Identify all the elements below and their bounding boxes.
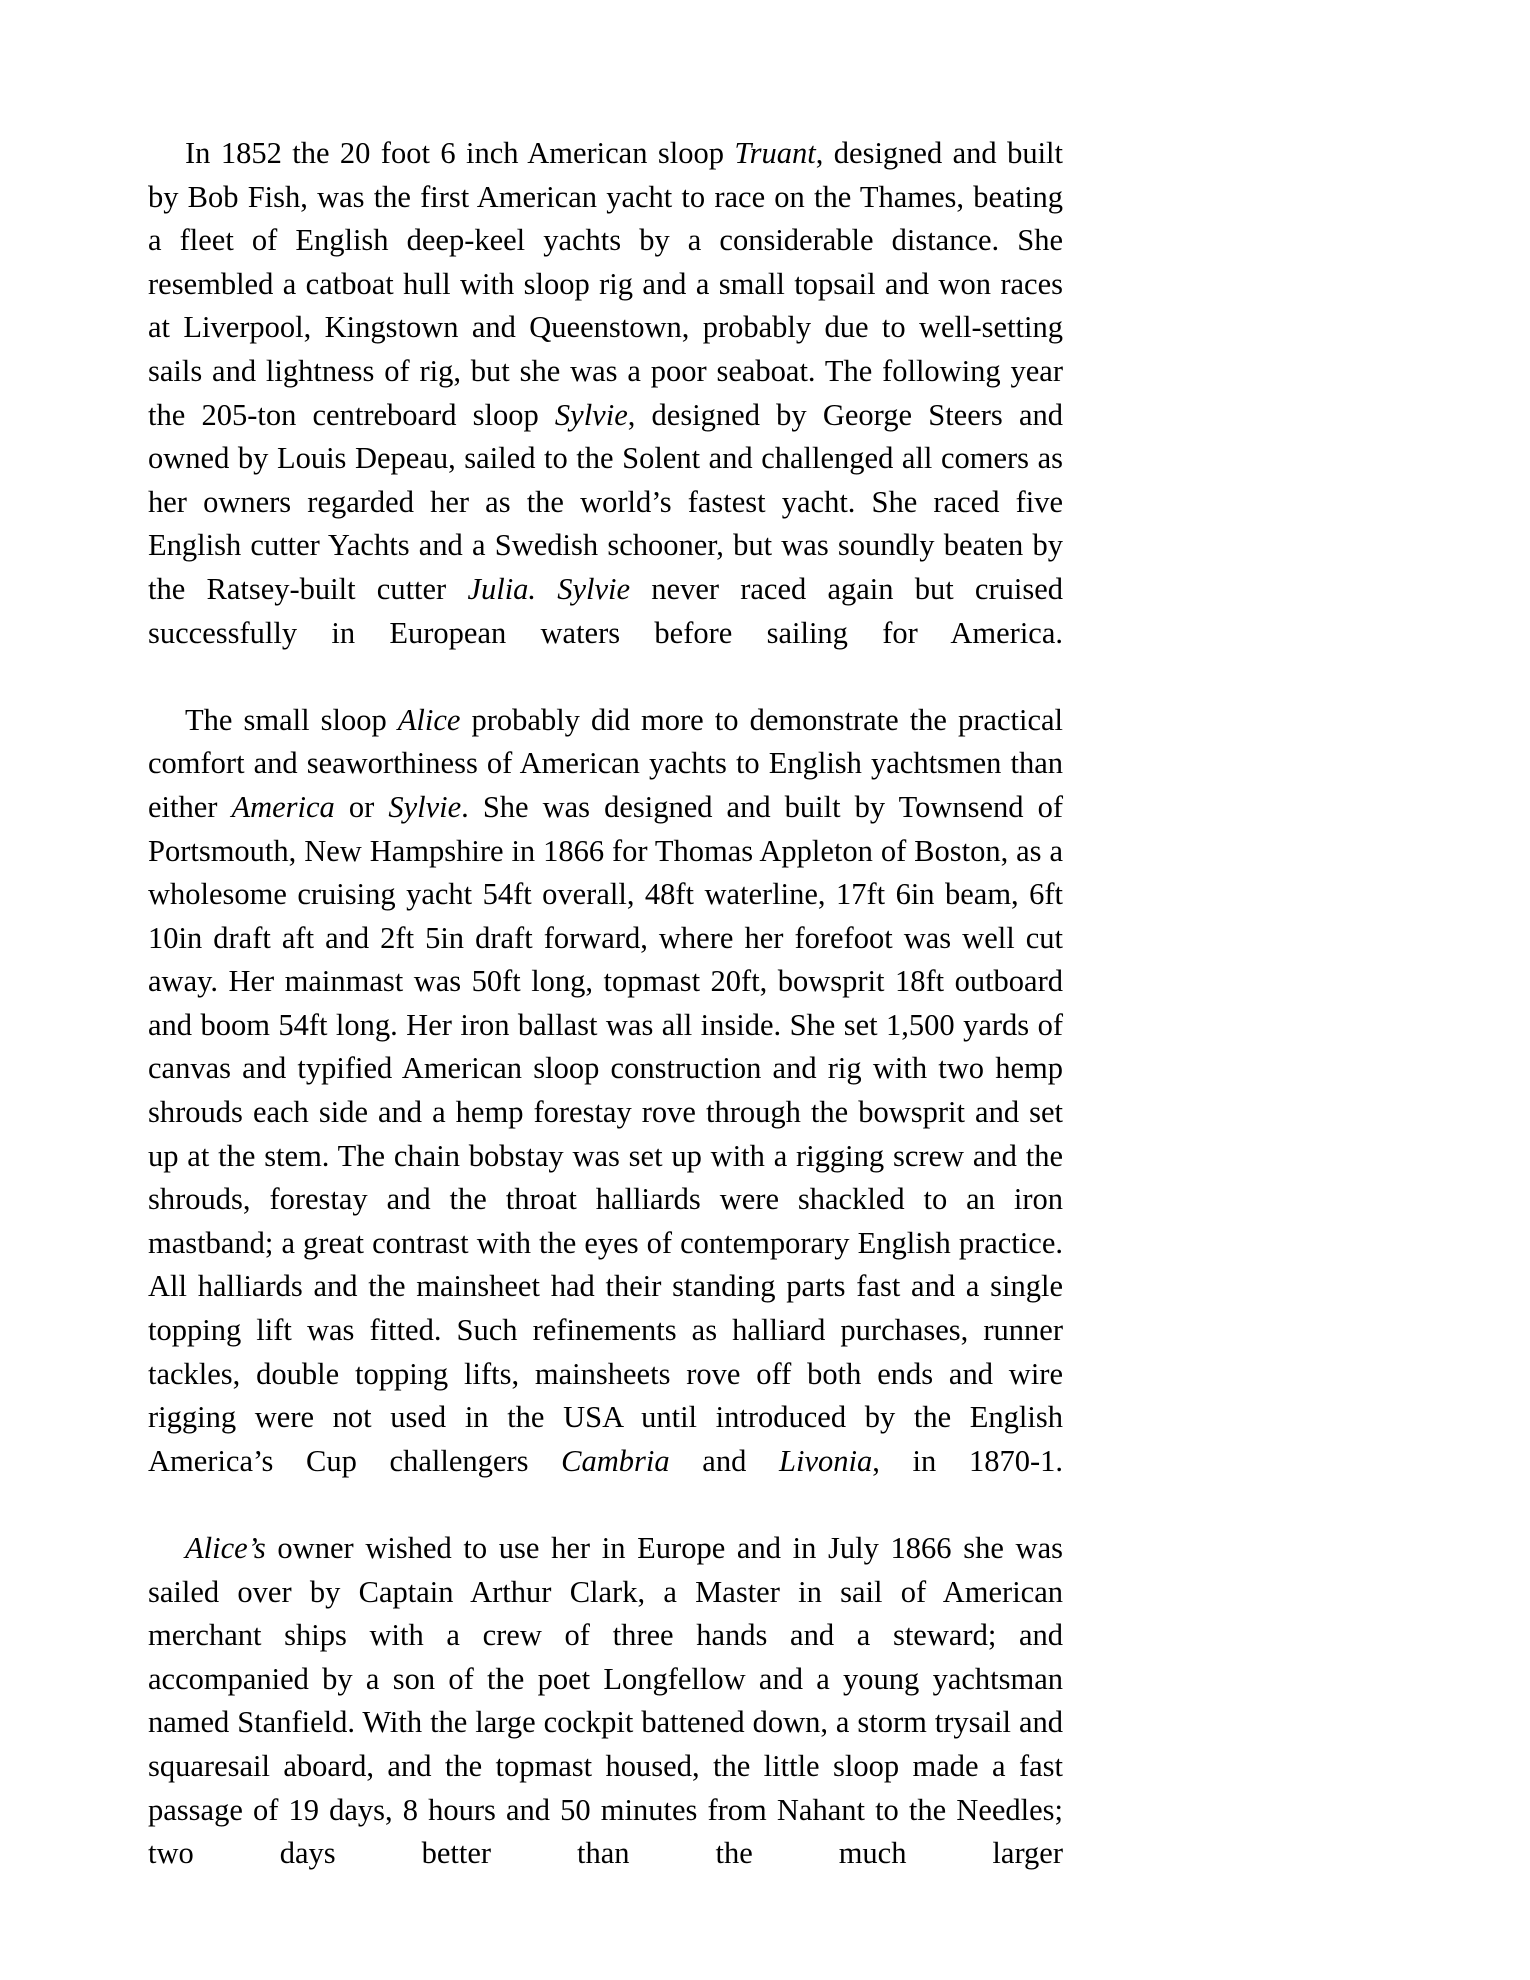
body-text-run: or <box>334 789 389 824</box>
italic-vessel-name: Alice’s <box>185 1531 266 1565</box>
body-text-run: , designed and built by Bob Fish, was the first American yacht to race on the Thames, beating a fleet of English deep-keel yachts by a considerable distance. She resembled a catboat hull with sloop rig and a small topsail and won races at Liverpool, Kingstown and Queenstown, probably due to well-setting sails and lightness of rig, but she was a poor seaboat. The following year the 205-ton centreboard sloop <box>148 136 1063 432</box>
body-text-run: and <box>669 1443 780 1478</box>
body-text-run: , designed by George Steers and owned by Louis Depeau, sailed to the Solent and challenged all comers as her owners regarded her as the world’s fastest yacht. She raced five English cutter Yachts and a Swedish schooner, but was soundly beaten by the Ratsey-built cutter <box>148 397 1063 606</box>
italic-vessel-name: Cambria <box>561 1443 670 1478</box>
body-text-column <box>148 132 1063 1919</box>
italic-vessel-name: Sylvie <box>388 789 462 824</box>
italic-vessel-name: Truant <box>734 136 816 170</box>
body-text-run: probably did more to demonstrate the practical comfort and seaworthiness of American yachts to English yachtsmen than either <box>148 702 1063 824</box>
body-text-run: owner wished to use her in Europe and in July 1866 she was sailed over by Captain Arthur Clark, a Master in sail of American merchant ships with a crew of three hands and a steward; and accompanied by a son of the poet Longfellow and a young yachtsman named Stanfield. With the large cockpit battened down, a storm trysail and squaresail aboard, and the topmast housed, the little sloop made a fast passage of 19 days, 8 hours and 50 minutes from Nahant to the Needles; two days better than the much larger <box>148 1531 1063 1871</box>
body-text-run: , in 1870-1. <box>872 1443 1063 1478</box>
paragraph-alice-description <box>148 699 1063 1527</box>
body-text-run: never raced again but cruised successfully in European waters before sailing for America. <box>148 571 1064 650</box>
italic-vessel-name: Livonia <box>779 1443 873 1478</box>
body-text-run: The small sloop <box>185 702 398 737</box>
paragraph-alice-voyage <box>148 1527 1063 1919</box>
body-text-run: In 1852 the 20 foot 6 inch American sloop <box>185 136 735 170</box>
italic-vessel-name: Alice <box>397 702 461 737</box>
italic-vessel-name: Sylvie <box>554 397 628 432</box>
body-text-run: . She was designed and built by Townsend of Portsmouth, New Hampshire in 1866 for Thomas Appleton of Boston, as a wholesome cruising yacht 54ft overall, 48ft waterline, 17ft 6in beam, 6ft 10in draft aft and 2ft 5in draft forward, where her forefoot was well cut away. Her mainmast was 50ft long, topmast 20ft, bowsprit 18ft outboard and boom 54ft long. Her iron ballast was all inside. She set 1,500 yards of canvas and typified American sloop construction and rig with two hemp shrouds each side and a hemp forestay rove through the bowsprit and set up at the stem. The chain bobstay was set up with a rigging screw and the shrouds, forestay and the throat halliards were shackled to an iron mastband; a great contrast with the eyes of contemporary English practice. All halliards and the mainsheet had their standing parts fast and a single topping lift was fitted. Such refinements as halliard purchases, runner tackles, double topping lifts, mainsheets rove off both ends and wire rigging were not used in the USA until introduced by the English America’s Cup challengers <box>148 789 1063 1478</box>
paragraph-truant-sylvie <box>148 132 1063 699</box>
italic-vessel-name: America <box>231 789 335 824</box>
italic-vessel-name: Julia. Sylvie <box>467 571 631 606</box>
